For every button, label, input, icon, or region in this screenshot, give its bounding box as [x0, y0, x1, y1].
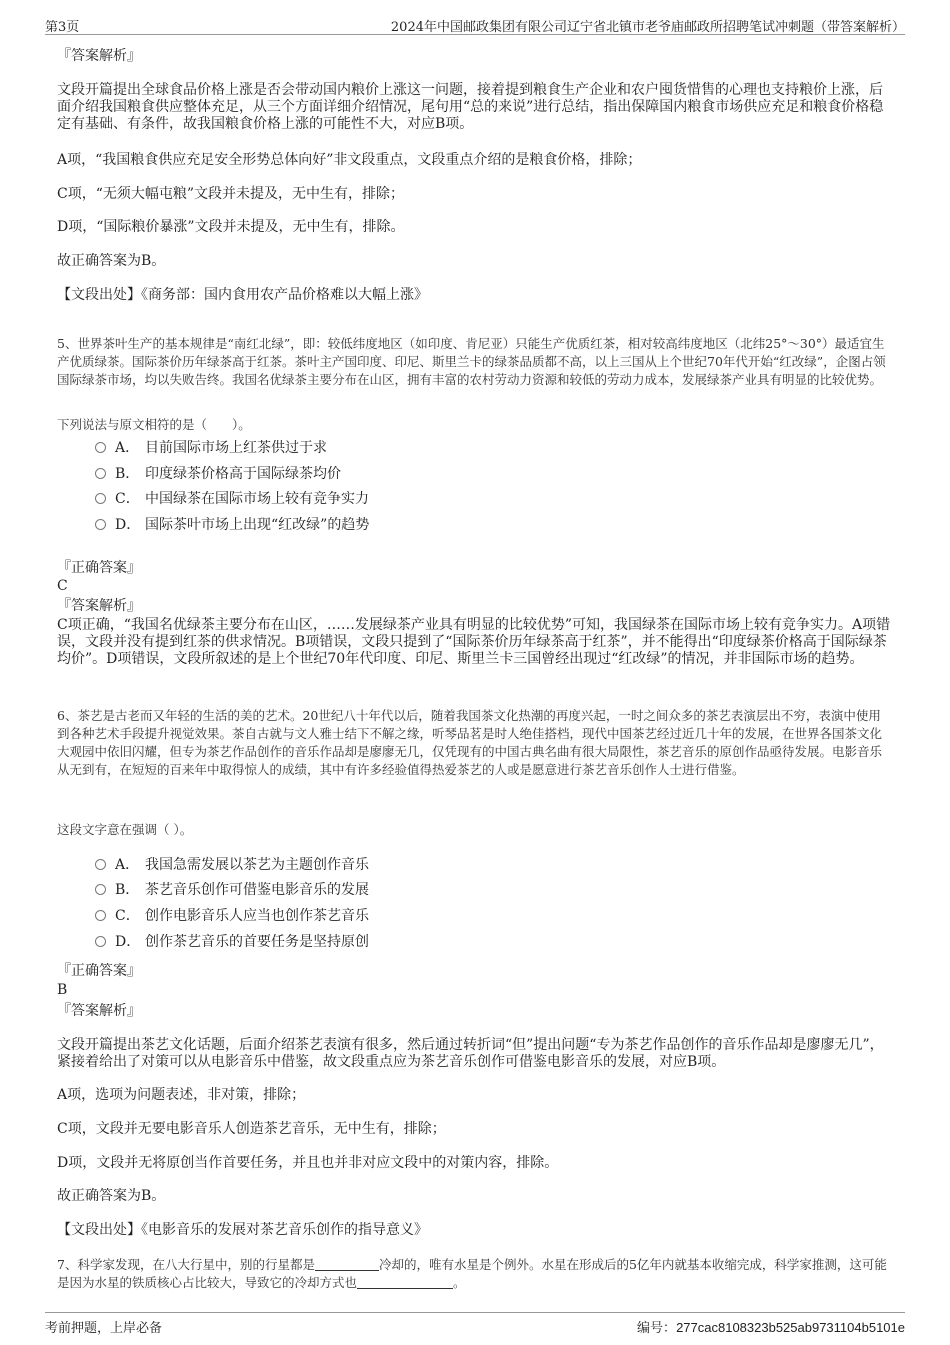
radio-icon[interactable] — [95, 519, 106, 530]
q6-answer: B — [57, 982, 68, 998]
q6-answer-label: 『正确答案』 — [57, 963, 141, 979]
radio-icon[interactable] — [95, 468, 106, 479]
page-header — [45, 14, 905, 35]
q7-stem: 7、科学家发现，在八大行星中，别的行星都是 冷却的，唯有水星是个例外。水星在形成后的5亿年内就基本收缩完成，科学家推测，这可能是因为水星的铁质核心占比较大，导致它的冷却方式也 。 — [57, 1257, 887, 1290]
q5-stem: 5、世界茶叶生产的基本规律是“南红北绿”，即：较低纬度地区（如印度、肯尼亚）只能生产优质红茶，相对较高纬度地区（北纬25°～30°）最适宜生产优质绿茶。国际茶价历年绿茶高于红茶。茶叶主产国印度、印尼、斯里兰卡的绿茶品质都不高，以上三国从上个世纪70年代开始“红改绿”，企图占领国际绿茶市场，均以失败告终。我国名优绿茶主要分布在山区，拥有丰富的农村劳动力资源和较低的劳动力成本，发展绿茶产业具有明显的比较优势。 — [57, 336, 886, 387]
q6-conclusion: 故正确答案为B。 — [57, 1188, 166, 1204]
page-number: 第3页 — [45, 20, 80, 35]
q4-analysis-label: 『答案解析』 — [57, 48, 141, 64]
q4-option-d-explanation: D项，“国际粮价暴涨”文段并未提及，无中生有，排除。 — [57, 219, 405, 235]
q4-source: 【文段出处】《商务部：国内食用农产品价格难以大幅上涨》 — [57, 287, 428, 303]
q6-option-d[interactable]: D． 创作茶艺音乐的首要任务是坚持原创 — [95, 932, 369, 952]
q6-stem: 6、茶艺是古老而又年轻的生活的美的艺术。20世纪八十年代以后，随着我国茶文化热潮的再度兴起，一时之间众多的茶艺表演层出不穷，表演中使用到各种艺术手段提升视觉效果。茶自古就与文人雅士结下不解之缘，听琴品茗是时人绝佳搭档，现代中国茶艺经过近几十年的发展，在世界各国茶文化大观园中依旧闪耀，但专为茶艺作品创作的音乐作品却是廖廖无几，仅凭现有的中国古典名曲有很大局限性，茶艺音乐的原创作品亟待发展。电影音乐从无到有，在短短的百来年中取得惊人的成绩，其中有许多经验值得热爱茶艺的人或是愿意进行茶艺音乐创作人士进行借鉴。 — [57, 708, 883, 777]
q6-source: 【文段出处】《电影音乐的发展对茶艺音乐创作的指导意义》 — [57, 1222, 428, 1238]
radio-icon[interactable] — [95, 442, 106, 453]
q6-option-c-explanation: C项，文段并无要电影音乐人创造茶艺音乐，无中生有，排除； — [57, 1121, 446, 1137]
q5-option-a[interactable]: A． 目前国际市场上红茶供过于求 — [95, 438, 327, 458]
radio-icon[interactable] — [95, 936, 106, 947]
document-title: 2024年中国邮政集团有限公司辽宁省北镇市老爷庙邮政所招聘笔试冲刺题（带答案解析） — [390, 20, 905, 35]
q6-question: 这段文字意在强调（ ）。 — [57, 822, 193, 837]
q5-question: 下列说法与原文相符的是（ ）。 — [57, 417, 251, 432]
q6-option-a-explanation: A项，选项为问题表述，非对策，排除； — [57, 1087, 306, 1103]
document-code: 编号：277cac8108323b525ab9731104b5101e — [637, 1320, 905, 1336]
q5-analysis-label: 『答案解析』 — [57, 598, 141, 614]
page-footer — [45, 1312, 905, 1335]
q5-option-d[interactable]: D． 国际茶叶市场上出现“红改绿”的趋势 — [95, 515, 369, 535]
fill-blank-2[interactable] — [357, 1275, 453, 1289]
q4-conclusion: 故正确答案为B。 — [57, 253, 166, 269]
fill-blank-1[interactable] — [315, 1257, 379, 1271]
radio-icon[interactable] — [95, 493, 106, 504]
q6-analysis-label: 『答案解析』 — [57, 1003, 141, 1019]
q6-option-b[interactable]: B． 茶艺音乐创作可借鉴电影音乐的发展 — [95, 880, 369, 900]
q6-option-d-explanation: D项，文段并无将原创当作首要任务，并且也并非对应文段中的对策内容，排除。 — [57, 1155, 559, 1171]
q5-answer: C — [57, 578, 68, 594]
q4-analysis-paragraph: 文段开篇提出全球食品价格上涨是否会带动国内粮价上涨这一问题，接着提到粮食生产企业和农户囤货惜售的心理也支持粮价上涨，后面介绍我国粮食供应整体充足，从三个方面详细介绍情况，尾句用“总的来说”进行总结，指出保障国内粮食市场供应充足和粮食价格稳定有基础、有条件，故我国粮食价格上涨的可能性不大，对应B项。 — [57, 82, 884, 132]
q6-option-c[interactable]: C． 创作电影音乐人应当也创作茶艺音乐 — [95, 906, 369, 926]
footer-slogan: 考前押题，上岸必备 — [45, 1321, 163, 1336]
q4-option-a-explanation: A项，“我国粮食供应充足安全形势总体向好”非文段重点，文段重点介绍的是粮食价格，排除； — [57, 152, 642, 168]
q6-option-a[interactable]: A． 我国急需发展以茶艺为主题创作音乐 — [95, 855, 369, 875]
radio-icon[interactable] — [95, 884, 106, 895]
q5-answer-label: 『正确答案』 — [57, 560, 141, 576]
q6-analysis-paragraph: 文段开篇提出茶艺文化话题，后面介绍茶艺表演有很多，然后通过转折词“但”提出问题“专为茶艺作品创作的音乐作品却是廖廖无几”，紧接着给出了对策可以从电影音乐中借鉴，故文段重点应为茶艺音乐创作可借鉴电影音乐的发展，对应B项。 — [57, 1037, 884, 1070]
radio-icon[interactable] — [95, 910, 106, 921]
q5-analysis: C项正确，“我国名优绿茶主要分布在山区，……发展绿茶产业具有明显的比较优势”可知，我国绿茶在国际市场上较有竞争实力。A项错误，文段并没有提到红茶的供求情况。B项错误，文段只提到了“国际茶价历年绿茶高于红茶”，并不能得出“印度绿茶价格高于国际绿茶均价”。D项错误，文段所叙述的是上个世纪70年代印度、印尼、斯里兰卡三国曾经出现过“红改绿”的情况，并非国际市场的趋势。 — [57, 617, 891, 667]
q5-option-b[interactable]: B． 印度绿茶价格高于国际绿茶均价 — [95, 464, 341, 484]
q4-option-c-explanation: C项，“无须大幅屯粮”文段并未提及，无中生有，排除； — [57, 186, 405, 202]
q5-option-c[interactable]: C． 中国绿茶在国际市场上较有竞争实力 — [95, 489, 369, 509]
radio-icon[interactable] — [95, 859, 106, 870]
